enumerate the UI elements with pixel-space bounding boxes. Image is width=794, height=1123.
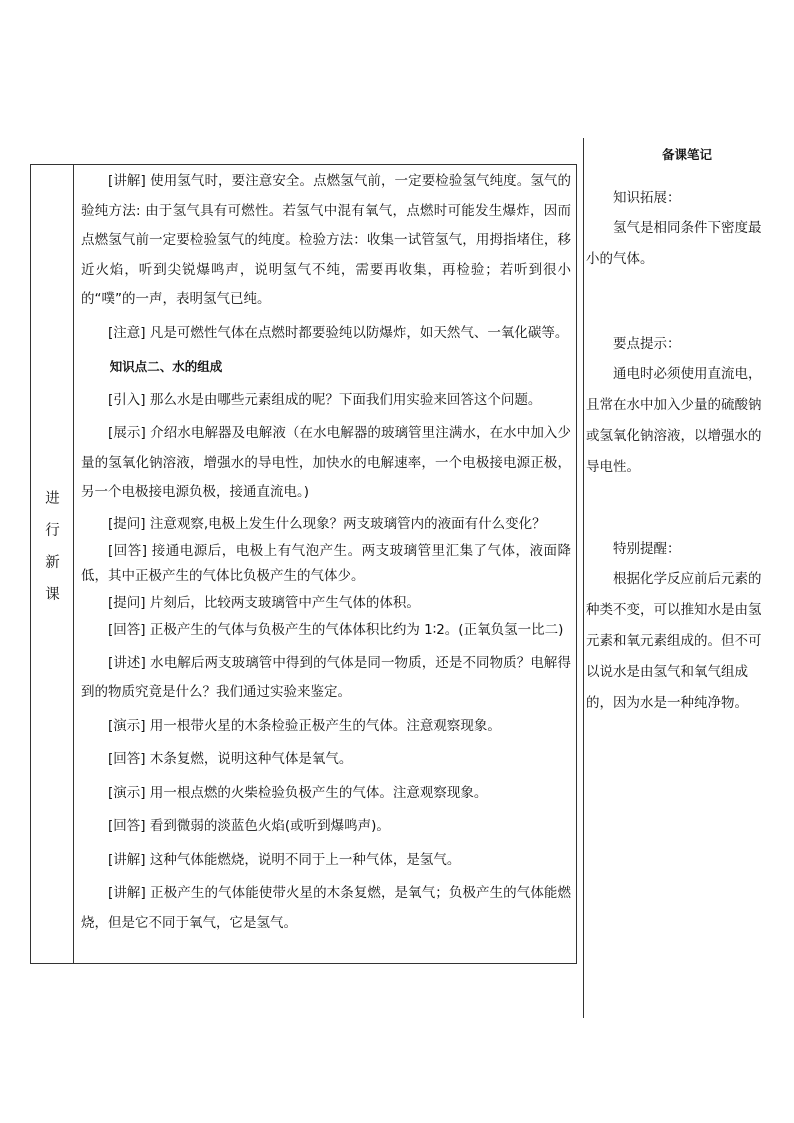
lesson-paragraph: [讲解] 这种气体能燃烧，说明不同于上一种气体，是氢气。 [108,851,461,868]
section-heading: 知识点二、水的组成 [109,359,223,374]
lesson-paragraph: [演示] 用一根带火星的木条检验正极产生的气体。注意观察现象。 [108,717,501,734]
lesson-paragraph: [回答] 正极产生的气体与负极产生的气体体积比约为 1∶2。(正氧负氢一比二) [108,621,564,638]
lesson-paragraph: [提问] 片刻后，比较两支玻璃管中产生气体的体积。 [108,594,420,611]
note-body: 氢气是相同条件下密度最小的气体。 [586,220,762,267]
lesson-content [74,165,577,963]
notes-divider [583,138,584,1018]
row-label-char: 行 [45,523,60,539]
lesson-paragraph: [讲解] 使用氢气时，要注意安全。点燃氢气前，一定要检验氢气纯度。氢气的验纯方法: 由于氢气具有可燃性。若氢气中混有氧气，点燃时可能发生爆炸，因而点燃氢气前一定要检验氢气的纯度。检验方法：收集一试管氢气，用拇指堵住，移近火焰，听到尖锐爆鸣声，说明氢气不纯，需要再收集，再检验；若听到很小的“噗”的一声，表明氢气已纯。 [81,173,571,307]
note-heading: 特别提醒： [613,541,681,557]
lesson-paragraph: [注意] 凡是可燃性气体在点燃时都要验纯以防爆炸，如天然气、一氧化碳等。 [108,324,569,341]
note-heading: 知识拓展： [613,190,681,206]
note-heading: 要点提示： [613,336,681,352]
row-label-char: 课 [45,587,60,603]
lesson-paragraph: [回答] 看到微弱的淡蓝色火焰(或听到爆鸣声)。 [108,818,390,834]
notes-title: 备课笔记 [661,147,712,162]
spacer [586,483,764,535]
lesson-paragraph: [提问] 注意观察,电极上发生什么现象？两支玻璃管内的液面有什么变化？ [108,515,546,532]
lesson-paragraph: [演示] 用一根点燃的火柴检验负极产生的气体。注意观察现象。 [108,784,488,801]
lesson-paragraph: [讲述] 水电解后两支玻璃管中得到的气体是同一物质，还是不同物质？电解得到的物质究竟是什么？我们通过实验来鉴定。 [81,654,571,700]
lesson-paragraph: [展示] 介绍水电解器及电解液（在水电解器的玻璃管里注满水，在水中加入少量的氢氧化钠溶液，增强水的导电性，加快水的电解速率，一个电极接电源正极，另一个电极接电源负极，接通直流电。) [81,425,571,500]
lesson-paragraph: [回答] 木条复燃，说明这种气体是氧气。 [108,751,353,767]
lesson-paragraph: [回答] 接通电源后，电极上有气泡产生。两支玻璃管里汇集了气体，液面降低，其中正极产生的气体比负极产生的气体少。 [81,542,571,584]
row-label-char: 进 [45,491,60,507]
note-body: 通电时必须使用直流电，且常在水中加入少量的硫酸钠或氢氧化钠溶液，以增强水的导电性。 [586,366,762,475]
row-label-char: 新 [45,555,60,571]
note-body: 根据化学反应前后元素的种类不变，可以推知水是由氢元素和氧元素组成的。但不可以说水是由氢气和氧气组成的，因为水是一种纯净物。 [586,571,762,711]
lesson-table [30,164,577,964]
row-label-cell [31,165,74,963]
lesson-paragraph: [引入] 那么水是由哪些元素组成的呢？下面我们用实验来回答这个问题。 [108,391,542,408]
spacer [586,275,764,330]
lesson-paragraph: [讲解] 正极产生的气体能使带火星的木条复燃，是氧气；负极产生的气体能燃烧，但是它不同于氧气，它是氢气。 [81,885,571,931]
lesson-notes [586,140,764,719]
row-label [31,483,74,611]
